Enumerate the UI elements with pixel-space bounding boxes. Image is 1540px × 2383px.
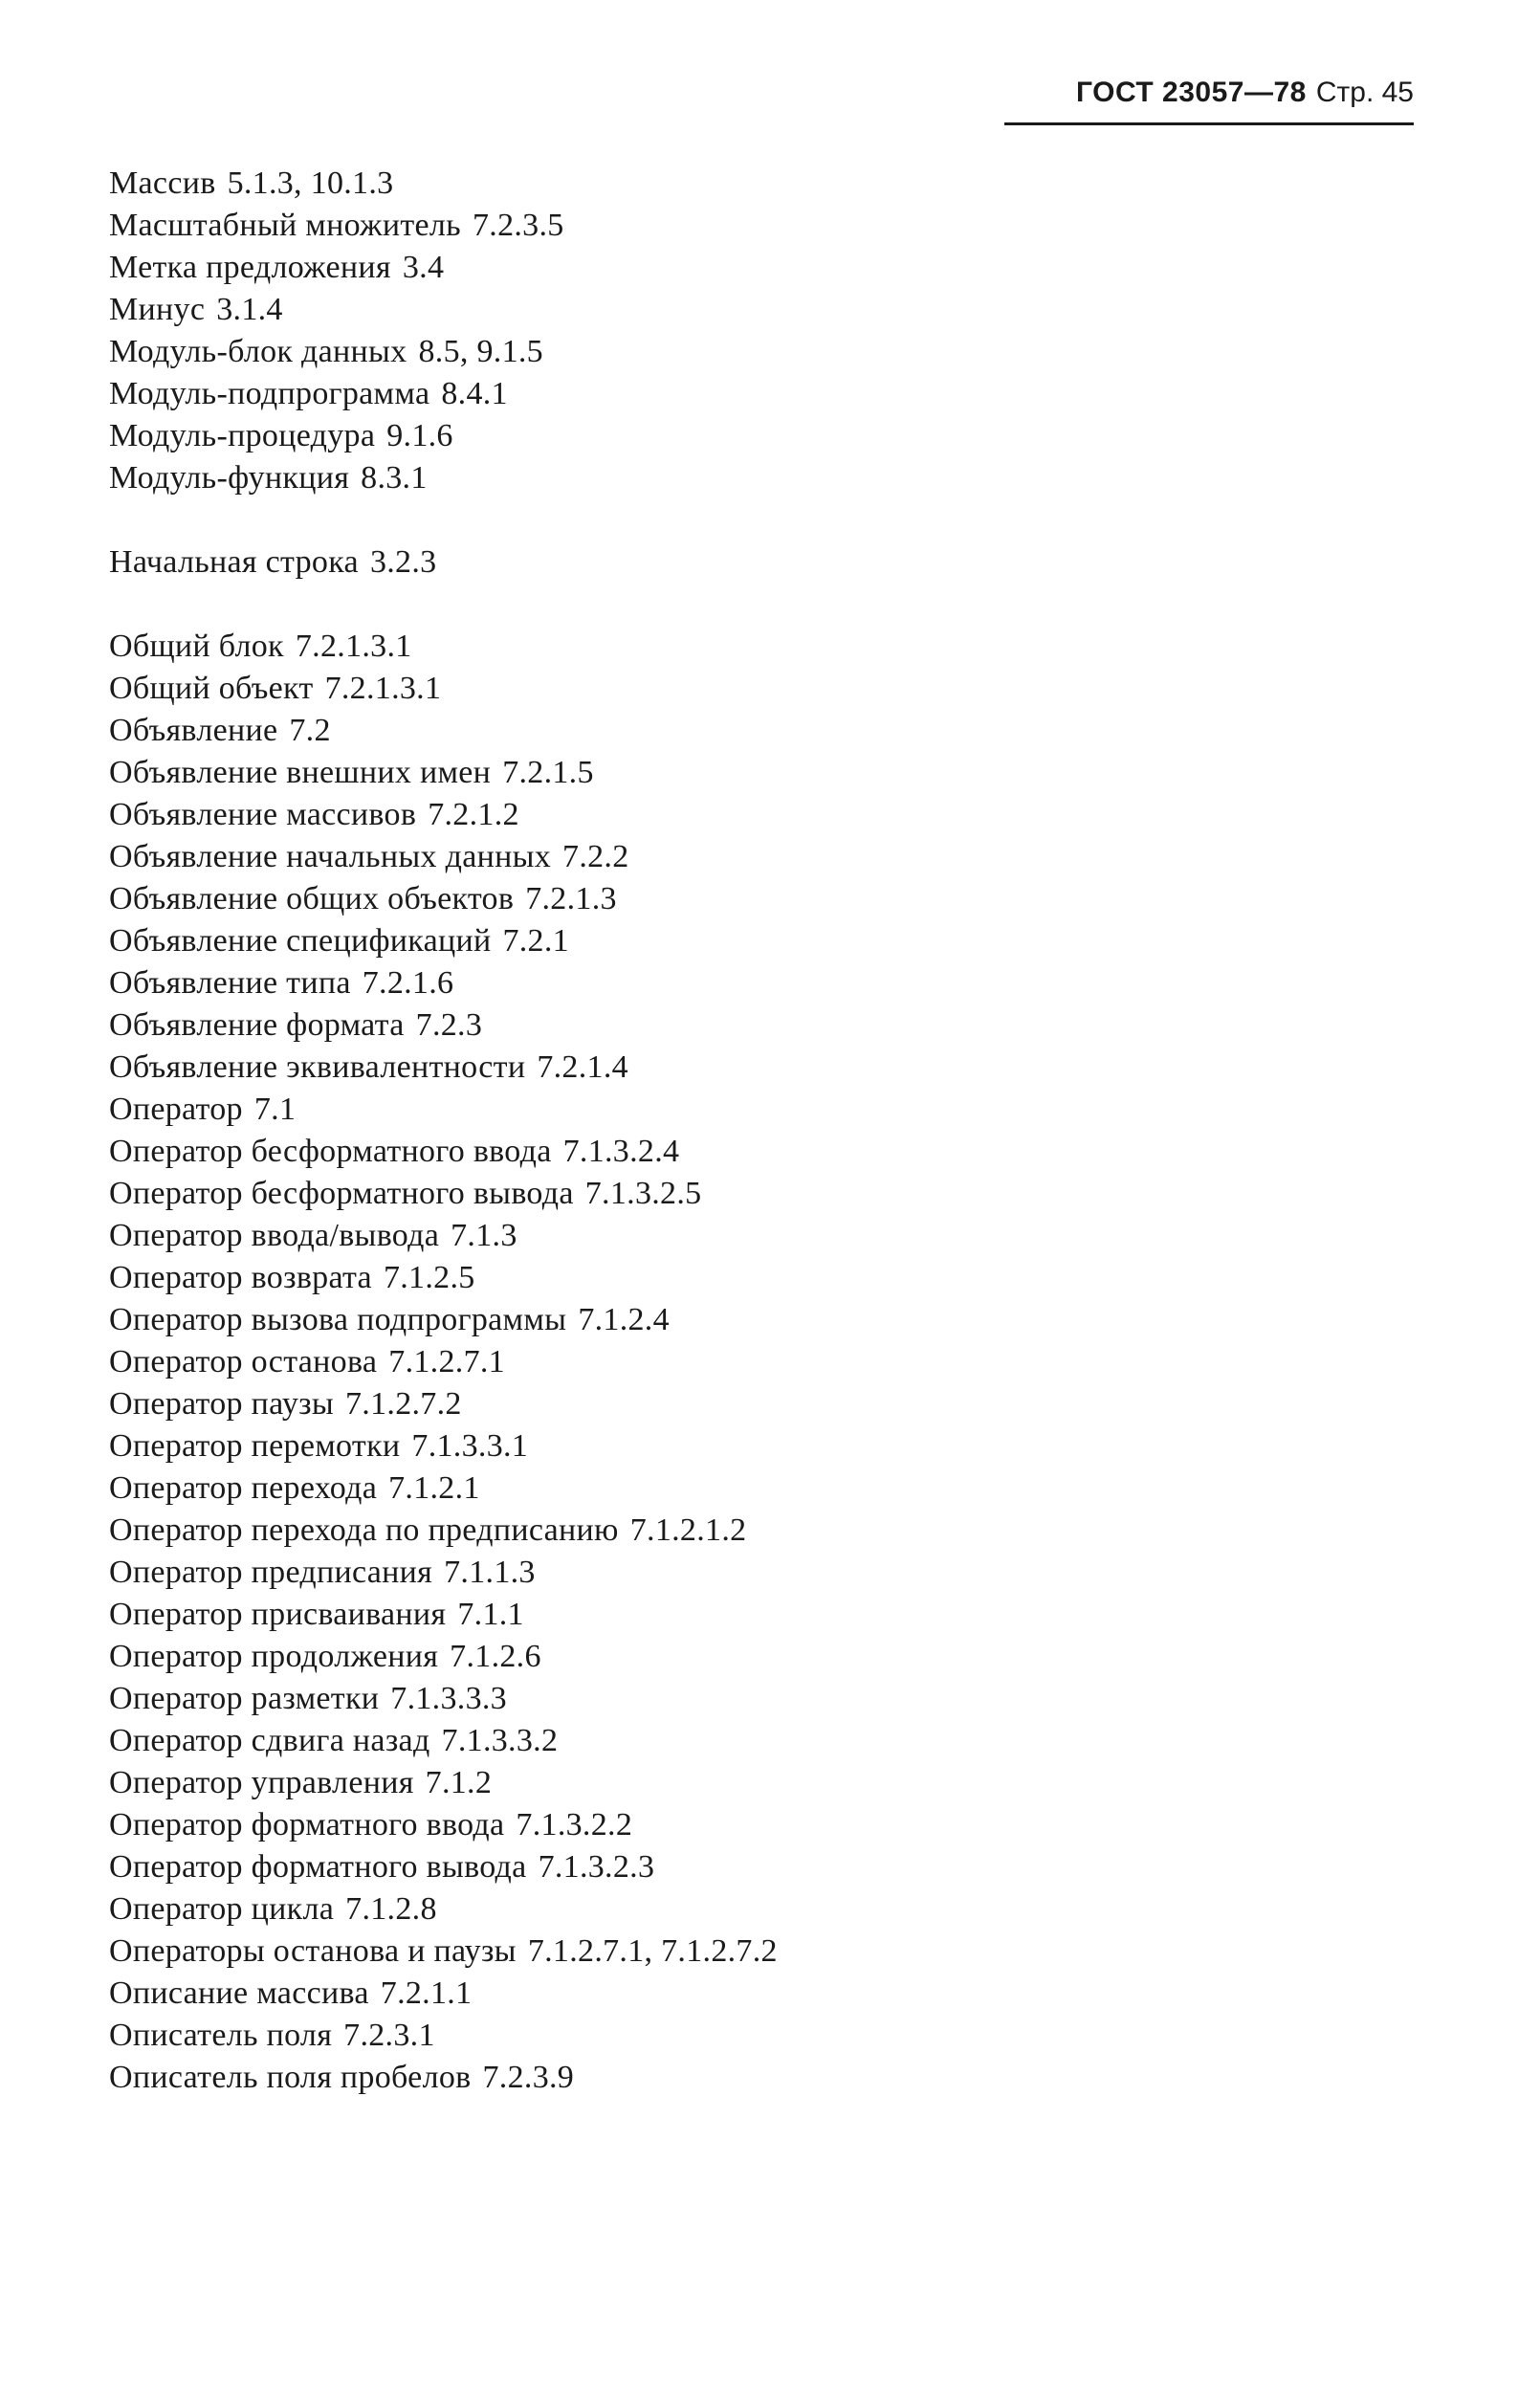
page-number: Стр. 45 — [1315, 77, 1414, 108]
index-term: Модуль-блок данных — [109, 334, 407, 369]
index-term: Операторы останова и паузы — [109, 1933, 517, 1969]
index-refs: 8.4.1 — [441, 376, 508, 411]
index-entry — [109, 373, 1400, 415]
index-refs: 7.2.1.4 — [537, 1049, 628, 1085]
index-refs: 7.1.2 — [425, 1765, 493, 1800]
index-entry — [109, 2057, 1400, 2099]
index-term: Оператор вызова подпрограммы — [109, 1302, 567, 1337]
index-term: Модуль-функция — [109, 460, 350, 496]
index-entry — [109, 541, 1400, 584]
index-refs: 7.1.2.7.1, 7.1.2.7.2 — [527, 1933, 778, 1969]
index-refs: 5.1.3, 10.1.3 — [227, 165, 394, 201]
standard-code: ГОСТ 23057—78 — [1076, 77, 1307, 108]
index-term: Описание массива — [109, 1975, 369, 2011]
index-refs: 7.1.2.1 — [388, 1470, 480, 1506]
index-entry — [109, 1004, 1400, 1047]
index-refs: 7.1.3.3.1 — [411, 1428, 529, 1464]
index-entry — [109, 920, 1400, 962]
index-entry — [109, 1047, 1400, 1089]
index-term: Массив — [109, 165, 216, 201]
index-entry — [109, 1089, 1400, 1131]
index-entry — [109, 1299, 1400, 1341]
index-refs: 9.1.6 — [386, 418, 453, 453]
index-entry — [109, 1215, 1400, 1257]
index-term: Оператор бесформатного вывода — [109, 1176, 574, 1211]
index-refs: 7.2.1.2 — [428, 797, 519, 832]
index-refs: 7.1.3 — [451, 1218, 517, 1253]
index-entry — [109, 1762, 1400, 1804]
index-refs: 7.2.1 — [502, 923, 569, 959]
index-entry — [109, 1552, 1400, 1594]
index-entry — [109, 205, 1400, 247]
index-term: Объявление типа — [109, 965, 351, 1001]
index-entry — [109, 962, 1400, 1004]
index-refs: 7.1.3.2.3 — [538, 1849, 655, 1885]
index-term: Оператор продолжения — [109, 1639, 439, 1674]
index-refs: 7.1.3.2.2 — [516, 1807, 633, 1842]
index-entry — [109, 668, 1400, 710]
index-refs: 7.1.2.1.2 — [629, 1512, 747, 1548]
index-refs: 7.1.3.3.3 — [390, 1681, 507, 1716]
index-entry — [109, 331, 1400, 373]
index-refs: 7.1.1 — [457, 1597, 524, 1632]
index-entry — [109, 752, 1400, 794]
index-entry — [109, 710, 1400, 752]
index-term: Объявление начальных данных — [109, 839, 552, 874]
index-term: Оператор разметки — [109, 1681, 380, 1716]
index-refs: 3.1.4 — [216, 292, 283, 327]
index-entry — [109, 1131, 1400, 1173]
index-term: Оператор цикла — [109, 1891, 335, 1927]
index-refs: 7.2.1.1 — [380, 1975, 473, 2011]
index-refs: 7.1.2.4 — [578, 1302, 670, 1337]
index-entry — [109, 1973, 1400, 2015]
index-entry — [109, 1173, 1400, 1215]
index-refs: 7.2.1.6 — [362, 965, 454, 1001]
index-entry — [109, 1678, 1400, 1720]
index-entry — [109, 794, 1400, 836]
index-term: Оператор паузы — [109, 1386, 334, 1422]
index-refs: 7.1.3.2.4 — [562, 1134, 680, 1169]
index-term: Начальная строка — [109, 544, 359, 580]
index-refs: 7.2 — [289, 713, 331, 748]
index-group — [109, 541, 1400, 584]
index-term: Объявление спецификаций — [109, 923, 492, 959]
index-entry — [109, 836, 1400, 878]
index-entry — [109, 457, 1400, 499]
index-group — [109, 163, 1400, 499]
subject-index — [109, 163, 1400, 2141]
index-term: Оператор форматного ввода — [109, 1807, 505, 1842]
index-term: Объявление эквивалентности — [109, 1049, 526, 1085]
index-refs: 7.1.3.3.2 — [441, 1723, 559, 1758]
index-refs: 7.1.2.7.2 — [345, 1386, 462, 1422]
index-term: Объявление — [109, 713, 278, 748]
index-entry — [109, 415, 1400, 457]
index-term: Общий блок — [109, 629, 284, 664]
index-term: Оператор перемотки — [109, 1428, 401, 1464]
index-term: Объявление массивов — [109, 797, 417, 832]
index-entry — [109, 1931, 1400, 1973]
index-term: Оператор перехода — [109, 1470, 378, 1506]
index-entry — [109, 1720, 1400, 1762]
index-refs: 7.2.1.3 — [525, 881, 617, 916]
index-term: Минус — [109, 292, 206, 327]
index-entry — [109, 626, 1400, 668]
index-term: Оператор управления — [109, 1765, 414, 1800]
index-term: Оператор возврата — [109, 1260, 372, 1295]
index-entry — [109, 1257, 1400, 1299]
index-term: Общий объект — [109, 671, 314, 706]
index-refs: 8.5, 9.1.5 — [418, 334, 543, 369]
index-entry — [109, 1594, 1400, 1636]
index-entry — [109, 1425, 1400, 1467]
index-term: Объявление внешних имен — [109, 755, 492, 790]
index-refs: 7.2.3 — [415, 1007, 483, 1043]
index-refs: 3.4 — [402, 250, 445, 285]
index-refs: 7.2.1.3.1 — [324, 671, 442, 706]
index-entry — [109, 1341, 1400, 1383]
index-refs: 8.3.1 — [361, 460, 428, 496]
index-term: Масштабный множитель — [109, 208, 461, 243]
index-term: Оператор останова — [109, 1344, 378, 1379]
index-entry — [109, 1888, 1400, 1931]
index-term: Оператор сдвига назад — [109, 1723, 430, 1758]
index-entry — [109, 878, 1400, 920]
index-entry — [109, 1846, 1400, 1888]
index-entry — [109, 247, 1400, 289]
index-refs: 7.2.2 — [562, 839, 629, 874]
index-entry — [109, 1510, 1400, 1552]
index-term: Оператор бесформатного ввода — [109, 1134, 552, 1169]
index-term: Объявление общих объектов — [109, 881, 515, 916]
index-term: Описатель поля — [109, 2018, 333, 2053]
index-refs: 3.2.3 — [369, 544, 437, 580]
index-term: Объявление формата — [109, 1007, 405, 1043]
index-refs: 7.2.3.5 — [472, 208, 564, 243]
index-term: Модуль-процедура — [109, 418, 376, 453]
index-entry — [109, 1804, 1400, 1846]
index-term: Описатель поля пробелов — [109, 2060, 472, 2095]
index-entry — [109, 1467, 1400, 1510]
index-term: Оператор форматного вывода — [109, 1849, 527, 1885]
index-entry — [109, 289, 1400, 331]
index-refs: 7.2.1.3.1 — [295, 629, 412, 664]
index-term: Метка предложения — [109, 250, 391, 285]
index-refs: 7.2.1.5 — [502, 755, 594, 790]
index-term: Модуль-подпрограмма — [109, 376, 430, 411]
index-entry — [109, 1636, 1400, 1678]
index-refs: 7.1.2.8 — [345, 1891, 437, 1927]
index-refs: 7.1.3.2.5 — [584, 1176, 702, 1211]
index-entry — [109, 163, 1400, 205]
index-refs: 7.1.2.6 — [450, 1639, 541, 1674]
index-refs: 7.2.3.9 — [482, 2060, 575, 2095]
page-header — [1004, 77, 1414, 125]
index-term: Оператор присваивания — [109, 1597, 447, 1632]
index-entry — [109, 2015, 1400, 2057]
index-group — [109, 626, 1400, 2099]
index-refs: 7.1.2.7.1 — [388, 1344, 505, 1379]
index-term: Оператор перехода по предписанию — [109, 1512, 619, 1548]
index-term: Оператор предписания — [109, 1555, 433, 1590]
index-refs: 7.1 — [253, 1092, 297, 1127]
index-entry — [109, 1383, 1400, 1425]
index-refs: 7.2.3.1 — [343, 2018, 435, 2053]
index-term: Оператор ввода/вывода — [109, 1218, 440, 1253]
index-refs: 7.1.1.3 — [444, 1555, 536, 1590]
index-refs: 7.1.2.5 — [383, 1260, 475, 1295]
index-term: Оператор — [109, 1092, 243, 1127]
